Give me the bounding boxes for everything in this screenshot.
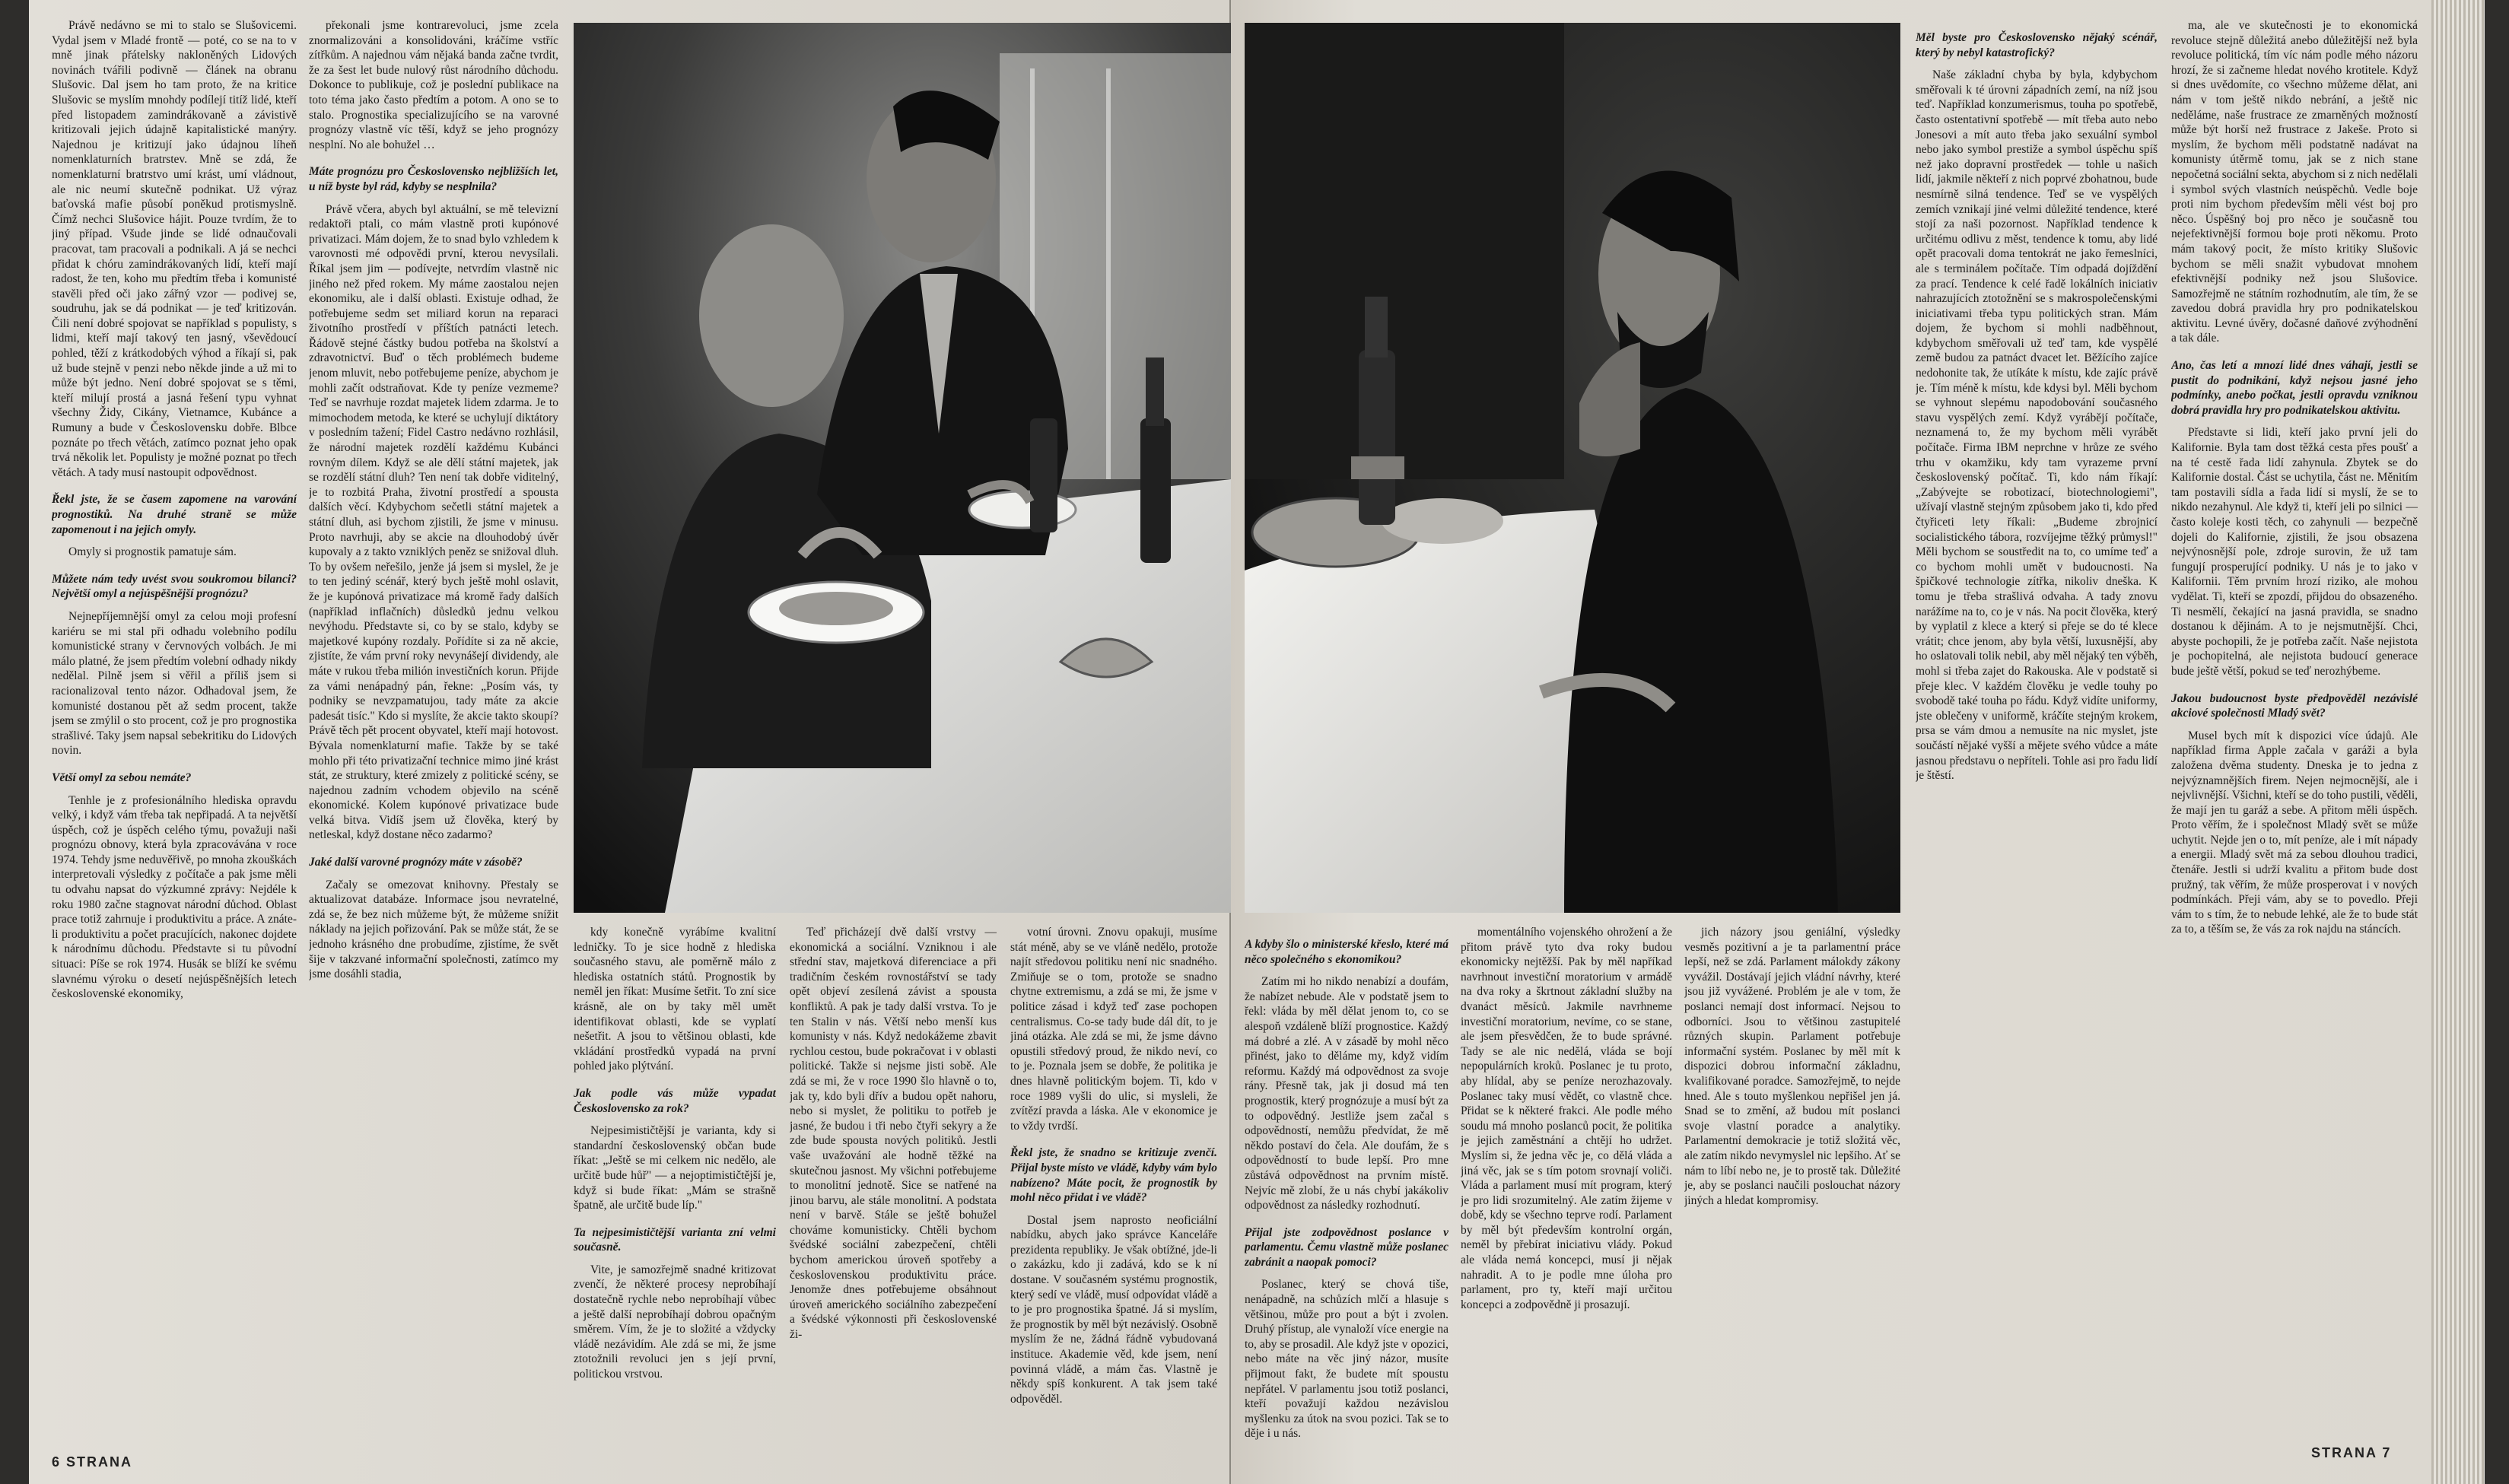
interview-question: Větší omyl za sebou nemáte? — [52, 771, 192, 784]
body-paragraph: momentálního vojenského ohrožení a že přitom právě tyto dva roky budou ekonomicky nejtěžší. Pak by měl napříkad navrhnout investiční moratorium v armádě na dva roky a škrtnout základní služby na dvanáct měsíců. Jakmile navrhneme investiční moratorium, nevíme, co se stane, ale jsem přesvědčen, že to bude správné. Tady se ale nic nedělá, vláda se bojí nepopulárních kroků. Poslanec je tu proto, aby hlídal, aby se peníze nerozhazovaly. Poslanec taky musí vědět, co vlastně chce. Přidat se k některé frakci. Ale podle mého soudu má mnoho poslanců pocit, že politika je jejich zaměstnání a chtějí ho udržet. Myslím si, že jedna věc je, co dělá vláda a jiná věc, jak se s tím potom srovnají voliči. Vláda a parlament musí mít program, který je pro lidi srozumitelný. Ale zatím žijeme v době, kdy se všechno teprve rodí. Parlament by měl být především kontrolní orgán, neměl by přebírat iniciativu vlády. Pokud ale vláda nemá koncepci, musí ji nějak nahradit. A to je podle mne úloha pro parlament, pro ty, kteří mají určitou koncepci a zodpovědně ji prosazují. — [1461, 926, 1672, 1311]
body-paragraph: Vite, je samozřejmě snadné kritizovat zvenčí, že některé procesy neprobíhají dostatečně rychle nebo neprobíhají vůbec a ještě další neprobíhají dobrou opačným směrem. Vím, že je to složité a vždycky vládě nezávidím. Ale zdá se mi, že jsme ztotožnili revoluci jen s její první, politickou vrstvou. — [574, 1263, 776, 1381]
magazine-spread — [29, 0, 2485, 1484]
interview-question: A kdyby šlo o ministerské křeslo, které má něco společného s ekonomikou? — [1245, 938, 1448, 966]
body-paragraph: jich názory jsou geniální, výsledky vesměs pozitivní a je ta parlamentní práce lepší, než se zdá. Parlament málokdy zákony vyvážil. Dostávají jejich vládní návrhy, které jsou již vyvážené. Problém je ale v tom, že poslanci nemají dost informací. Nejsou to odborníci. Jsou to většinou zastupitelé různých skupin. Parlament potřebuje informační systém. Poslanec by měl mít k dispozici dobrou informační základnu, kvalifikované poradce. Samozřejmě, to nejde hned. Ale s touto myšlenkou nepřišel jen já. Snad se to změní, až budou mít poslanci svoje vlastní poradce a analytiky. Parlamentní demokracie je totiž složitá věc, ale zatím nikdo nevymyslel nic lepšího. Ať se nám to líbí nebo ne, je to prostě tak. Důležité je, aby se poslanci naučili poslouchat názory jiných a hledat kompromisy. — [1684, 926, 1900, 1207]
interview-question: Přijal jste zodpovědnost poslance v parlamentu. Čemu vlastně může poslanec zabránit a naopak pomoci? — [1245, 1225, 1448, 1269]
text-column-1 — [52, 18, 297, 1448]
photo-two-men-dining-image — [574, 23, 1231, 913]
interview-question: Ano, čas letí a mnozí lidé dnes váhají, jestli se pustit do podnikání, když nejsou jasné jeho podmínky, anebo počkat, jestli opravdu vzniknou dobrá pravidla hry pro podnikatelskou aktivitu. — [2171, 359, 2418, 417]
text-column-5 — [1010, 925, 1217, 1457]
body-paragraph: Zatím mi ho nikdo nenabízí a doufám, že nabízet nebude. Ale v podstatě jsem to řekl: vláda by měl dělat jenom to, co se alespoň vzdáleně blíží prognostice. Každý má dobré a zlé. A v zásadě by mohl něco přinést, jako to děláme my, když vidím reformu. Každý má odpovědnost za svoje rány. Přesně tak, jak ji dosud má ten prognostik, který prognózuje a musí být za to odpovědný. Jestliže jsem začal s odpovědností, nemůžu předvídat, že mě někdo postaví do čela. Ale doufám, že s odpovědností to bude lepší. Pro mne zůstává odpovědnost na prvním místě. Nejvíc mě zlobí, že u nás chybí jakákoliv odpovědnost za následky rozhodnutí. — [1245, 975, 1448, 1212]
interview-question: Máte prognózu pro Československo nejbližších let, u níž byste byl rád, kdyby se nesplnila? — [309, 165, 558, 193]
page-folio-left: 6 STRANA — [52, 1454, 133, 1470]
photo-bearded-man-table — [1245, 23, 1900, 913]
photo-two-men-dining — [574, 23, 1231, 913]
text-column-7 — [1461, 925, 1672, 1457]
text-column-10 — [2171, 18, 2418, 1448]
body-paragraph: Poslanec, který se chová tiše, nenápadně, na schůzích mlčí a hlasuje s většinou, může pro pout a být i zvolen. Druhý přístup, ale vynaloží více energie na to, aby se prosadil. Ale když jste v opozici, nebo máte na věc jiný názor, musíte přijmout fakt, že budete mít spoustu nepřátel. V parlamentu jsou totiž poslanci, kteří považují každou nezávislou myšlenku za útok na svou pozici. Tak se to děje i u nás. — [1245, 1278, 1448, 1441]
page-left — [29, 0, 1231, 1484]
interview-question: Řekl jste, že se časem zapomene na varování prognostiků. Na druhé straně se může zapomenout i na jejich omyly. — [52, 493, 297, 536]
body-paragraph: překonali jsme kontrarevoluci, jsme zcela znormalizováni a konsolidováni, kráčíme vstříc zítřkům. A najednou vám nějaká banda začne tvrdit, že za šest let bude nulový růst národního důchodu. Dokonce to publikuje, což je poslední publikace na toto téma jako často předtím a potom. A ono se to stalo. Prognostika specializujícího se na varovné prognózy vlastně víc těší, když se jeho prognózy nesplní. No ale bohužel … — [309, 19, 558, 151]
interview-question: Řekl jste, že snadno se kritizuje zvenčí. Přijal byste místo ve vládě, kdyby vám bylo nabízeno? Máte pocit, že prognostik by mohl něco přidat i ve vládě? — [1010, 1146, 1217, 1205]
body-paragraph: Tenhle je z profesionálního hlediska opravdu velký, i když vám třeba tak nepřipadá. A ta největší úspěch, což je úspěch celého týmu, považuji naši prognózu obnovy, která byla zpracovávána v roce 1974. Tehdy jsme neduvěřivě, po mnoha zkouškách interpretovali výsledky z počítače a pak jsme měli tu odvahu napsat do výzkumné zprávy: Nejdéle k roku 1980 začne stagnovat národní důchod. Oblast prace totiž zahrnuje i produktivitu a práce. A znáte-li produktivitu a počet pracujících, nakonec dojdete k národnímu důchodu. Představte si tu původní situaci: Píše se rok 1974. Husák se blíží ke svému slavnému výroku o desetí nejúspěšnějších letech československé ekonomiky, — [52, 793, 297, 1001]
text-column-4 — [790, 925, 997, 1457]
body-paragraph: Teď přicházejí dvě další vrstvy — ekonomická a sociální. Vzniknou i ale střední stav, majetková diferenciace a při tradičním českém rovnostářství se tady opět objeví zesílená závist a spousta konfliktů. A pak je tady další vrstva. To je ten Stalin v nás. Větší nebo menší kus komunisty v nás. Když nedokážeme zbavit rychlou cestou, bude pokračovat i v oblasti politické. Takže si nejsme jisti sobě. Ale zdá se mi, že v roce 1990 šlo hlavně o to, jak ty, kdo byli dřív a budou opět nahoru, nebo si myslet, že politiku to potřeb je jasné, že budou i tři nebo čtyři sekyry a že zde bude spousta nových politiků. Jestli vaše uvažování ale hodně těžké na skutečnou jasnost. My všichni potřebujeme to monolitní jednotě. Sice se natřené na jinou barvu, ale stále monolitní. A podstata není v barvě. Stále se ještě bohužel chováme komunisticky. Chtěli bychom švédské sociální zabezpečení, chtěli bychom americkou úroveň spotřeby a československou produktivitu práce. Jenomže dnes potřebujeme obsáhnout úroveň amerického sociálního zabezpečení a švédské výkonnosti při československé ži- — [790, 926, 997, 1342]
page-stack-edge — [2431, 0, 2485, 1484]
photo-bearded-man-table-image — [1245, 23, 1900, 913]
body-paragraph: Právě nedávno se mi to stalo se Slušovicemi. Vydal jsem v Mladé frontě — poté, co se na to v mně jinak přátelsky nakloněných Lidových novinách tvářili podivně — článek na obranu Slušovic. Dal jsem ho tam proto, že na kritice Slušovic se myslím mnohdy podílejí titíž lidé, kteří před listopadem zamindrákovaně a závistivě kritizovali jejich údajně kapitalistické manýry. Najednou je kritizují jako údajnou líheň nomenklaturních bratrstev. Mně se zdá, že nomenklaturní bratrstvo umí krást, umí vládnout, ale nic neumí skutečně podnikat. Už výraz baťovská mafie působí poněkud protismyslně. Čímž nechci Slušovice hájit. Pouze tvrdím, že to jiný případ. Všude jinde se lidé odnaučovali pracovat, tam pracovali a podnikali. A já se nechci přidat k chóru zamindrákovaných lidí, kteří mají radost, že ten, koho mu předtím třeba i komunisté stavěli před oči jako zářný vzor — podivej se, soudruhu, jak se dá podnikat — je teď kritizován. Čili není dobré spojovat se například s populisty, s lidmi, kteří mají takový ten jasný, vševědoucí pohled, těží z krátkodobých výhod a říkají si, pak už bude stejně v penzi nebo někde jinde a už mi to může být jedno. Není dobré spojovat se s těmi, kteří milují prostá a jasná řešení typu vyhnat všechny Židy, Cikány, Vietnamce, Kubánce a Rumuny a bude v Československu dobře. Blbce poznáte po třech větách, zatímco poznat jeho opak trvá několik let. Populisty je možné poznat po třech větách. A tady musí nastoupit odpovědnost. — [52, 19, 297, 479]
body-paragraph: Omyly si prognostik pamatuje sám. — [68, 545, 237, 559]
interview-question: Ta nejpesimističtější varianta zní velmi současně. — [574, 1225, 776, 1254]
body-paragraph: Naše základní chyba by byla, kdybychom směřovali k té úrovni západních zemí, na níž jsou teď. Například konzumerismus, touha po spotřebě, často ostentativní spotřebě — mít třeba auto nebo Jonesovi a mít auto třeba jako sexuální symbol nebo jako symbol prestiže a symbol úspěchu spíš než jako dopravní prostředek — tohle u našich lidí, jakmile někteří z nich poprvé zbohatnou, bude nesmírně silná tendence. Teď se ve vyspělých zemích vznikají jiné velmi důležité tendence, které stojí za naši pozornost. Například tendence k určitému odlivu z měst, tendence k tomu, aby lidé opět pracovali doma tentokrát ne jako řemeslníci, ale s terminálem počítače. Tím odpadá dojíždění za prací. Tendence k celé řadě lokálních iniciativ nahrazujících ztotožnění se s makrospolečenskými iniciativami třeba typu politických stran. Mám dojem, že bychom si mohli nadběhnout, kdybychom směřovali už teď tam, kde vyspělé země budou za patnáct dvacet let. Běžícího zajíce nedohonite tak, že utíkáte k místu, kde zajíc právě je. Tím méně k místu, kde kdysi byl. Měli bychom se vyhnout slepému napodobování současného stavu vyspělých zemí. Když vyrábějí počítače, neznamená to, že my bychom měli vyrábět počítače. Firma IBM neprchne v hrůze ze svého trhu v okamžiku, kdy tam vyrazeme první československý počítač. Ti, kdo nám říkají: „Zabývejte se robotizací, biotechnologiemi", užívají vlastně stejným způsobem jako ti, kdo před čtyřiceti lety říkali: „Budeme zbrojnicí socialistického tábora, rozvíjejme těžký průmysl!" Měli bychom se soustředit na to, co umíme teď a co bychom mohli umět v budoucnosti. Na špičkové technologie zítřka, nikoliv dneška. K tomu je třeba strašlivá odvaha. A tady znovu narážíme na to, co je v nás. Na pocit člověka, který by vyplatil z klece a který si přeje se do té klece vrátit; chce jenom, aby byla větší, luxusnější, aby ho oslatovali tolik nebil, aby měl nějaký ten výběh, mohl si třeba zajet do Rakouska. Ale v podstatě si přeje klec. V každém člověku je vedle touhy po svobodě také touha po řádu. Když vidíte uniformy, jste oblečeny v uniformě, kráčíte stejným krokem, prsa se vám dmou a nemusíte na nic myslet, jste součástí nějaké vyšší a mějete svého vůdce a máte jasnou představu o nepříteli. Tohle asi pro řadu lidí je štěstí. — [1916, 68, 2158, 783]
page-right — [1231, 0, 2485, 1484]
text-column-2 — [309, 18, 558, 1448]
body-paragraph: votní úrovni. Znovu opakuji, musíme stát méně, aby se ve vláně nedělo, protože najít středovou politiku není nic snadného. Zmiňuje se o tom, protože se snadno chytne extremismu, a zdá se mi, že jsme v politice zásad i když teď zase pochopen centralismus. Co-se tady bude dál dít, to je jiná otázka. Ale zdá se mi, že jsme dávno opustili středový proud, že nikdo neví, co to je. Poznala jsem se dobře, že politika je dnes hlavně politickým bojem. Ti, kdo v roce 1989 vyšli do ulic, si mysleli, že zvítězí pravda a láska. Ale v ekonomice je to vždy tvrdší. — [1010, 926, 1217, 1133]
body-paragraph: Nejpesimističtější je varianta, kdy si standardní československý občan bude říkat: „Ještě se mi celkem nic nedělo, ale určitě bude hůř" — a nejoptimističtější je, když si bude říkat: „Mám se strašně špatně, ale určitě bude líp." — [574, 1124, 776, 1212]
interview-question: Můžete nám tedy uvést svou soukromou bilanci? Největší omyl a nejúspěšnější prognózu? — [52, 572, 297, 601]
text-column-3 — [574, 925, 776, 1457]
interview-question: Jak podle vás může vypadat Československo za rok? — [574, 1086, 776, 1115]
body-paragraph: Dostal jsem naprosto neoficiální nabídku, abych jako správce Kanceláře prezidenta republiky. Je však obtížné, jde-li o zakázku, kdo ji zadává, kdo se k ní dostane. V současném systému prognostik, který sedí ve vládě, musí odpovídat vládě a to je pro prognostika špatné. Já si myslím, že prognostik by měl být nezávislý. Osobně myslím že ne, žádná řádně vybudovaná instituce. Akademie věd, kde jsem, není povinná vládě, a mám čas. Vlastně je někdy spíš konkurent. A tak jsem také odpověděl. — [1010, 1213, 1217, 1406]
interview-question: Jaké další varovné prognózy máte v zásobě? — [309, 856, 523, 869]
body-paragraph: Představte si lidi, kteří jako první jeli do Kalifornie. Byla tam dost těžká cesta přes poušť a na té cestě řada lidí zahynula. Zbytek se do Kalifornie dostal. Část se uchytila, část ne. Měnitím tam postavili sídla a řada lidí si myslí, že se to nikdo nezahynul. Ale když ti, kteří jeli po silnici — často koleje kosti těch, co zahynuli — bezpečně dojeli do Kalifornie, zjistili, že jsou obsazena nejvýnosnější pole, zdroje surovin, že už tam fungují prosperující podniky. U nás je to jako v Kalifornii. Těm prvním hrozí riziko, ale mohou vydělat. Ti, kteří se zpozdí, přijdou do obsazeného. Ti nesmělí, čekající na jasná pravidla, se snadno dostanou k dějinám. A to je nejsmutnější. Chci, abyste pochopili, že je potřeba začít. Naše nejistota je pochopitelná, ale nejistota budoucí generace bude ještě větší, pokud se teď nerozhýbeme. — [2171, 426, 2418, 678]
body-paragraph: Musel bych mít k dispozici více údajů. Ale například firma Apple začala v garáži a byla založena dvěma studenty. Dneska je to jedna z nejvýznamnějších firem. Nejen nejmocnější, ale i nejvlivnější. Všichni, kteří se do toho pustili, věděli, že mají jen tu garáž a sebe. A přitom měli úspěch. Proto věřím, že i společnost Mladý svět se může uchytit. Nejde jen o to, mít peníze, ale i mít nápady a energii. Mladý svět má za sebou dlouhou tradici, čtenáře. Jestli si udrží kvalitu a přitom bude dost pružný, tak věřím, že může prosperovat i v nových podmínkách. Přeji vám, aby se to povedlo. Přeji vám to s tím, že to nebude lehké, ale že to bude stát za to, a těším se, že vás za rok najdu na stáncích. — [2171, 729, 2418, 936]
body-paragraph: Nejnepříjemnější omyl za celou moji profesní kariéru se mi stal při odhadu volebního podílu komunistické strany v červnových volbách. Je mi málo platné, že jsem předtím volební odhady nikdy nedělal. Pilně jsem si věřil a příliš jsem si racionalizoval tento názor. Odhadoval jsem, že komunisté dostanou pět až sedm procent, takže jsem se zmýlil o sto procent, což je pro prognostika strašlivé. Taky jsem napsal sebekritiku do Lidových novin. — [52, 609, 297, 758]
text-column-9 — [1916, 18, 2158, 1448]
page-folio-right: STRANA 7 — [2311, 1445, 2392, 1460]
body-paragraph: kdy konečně vyrábíme kvalitní ledničky. To je sice hodně z hlediska současného stavu, ale poměrně málo z hlediska ostatních států. Prognostik by neměl jen říkat: Musíme šetřit. To zní sice krásně, ale on by taky měl umět identifikovat oblasti, kde se vyplatí nešetřit. A jsou to většinou oblasti, kde vkládání prostředků vypadá na první pohled jako plýtvání. — [574, 926, 776, 1073]
body-paragraph: Právě včera, abych byl aktuální, se mě televizní redaktoři ptali, co mám vlastně proti kupónové privatizaci. Mám dojem, že to snad bylo vzhledem k varovnosti mé odpovědi první, kterou nevysílali. Říkal jsem jim — podívejte, netvrdím vlastně nic jiného než před rokem. My máme zaostalou nejen ekonomiku, ale i další oblasti. Existuje odhad, že potřebujeme sedm set miliard korun na reparaci životního prostředí v příštích patnácti letech. Řádově stejné částky budou potřeba na školství a zdravotnictví. Buď o těch problémech budeme jenom mluvit, nebo potřebujeme peníze, abychom je mohli začít odstraňovat. Kde ty peníze vezmeme? Teď se navrhuje rozdat majetek lidem zdarma. Je to mimochodem metoda, ke které se uchylují diktátory v posledním tažení; Fidel Castro nedávno rozhlásil, že národní majetek rozdělí každému Kubánci rovným dílem. Když se ale dělí státní majetek, jak se rozdělí státní dluh? Ten není tak dobře viditelný, je to rozbitá Praha, životní prostředí a spousta dalších věcí. Kdybychom sečetli státní majetek a státní dluh, asi bychom zjistili, že jsme v minusu. Proto navrhuji, aby se akcie na dlouhodobý úvěr kupovaly a z takto vzniklých peněz se snižoval dluh. To by ovšem neřešilo, jenže já jsem si myslel, že je to ten jediný scénář, který bych ještě mohl oslavit, že je kupónová privatizace má kromě řady dalších (například inflačních) důsledků jednu velkou nevýhodu. Představte si, co by se stalo, kdyby se majetkové kupóny rozdaly. Pořídíte si za ně akcie, zjistíte, že vám první roky nevynášejí dividendy, ale máte v rukou třeba milión investičních korun. Přijde za vámi nenápadný pán, řekne: „Posím vás, ty podniky se nevzpamatujou, tady máte za akcie padesát tisíc." Kdo si myslíte, že akcie takto skoupí? Právě těch pět procent obyvatel, kteří mají hotovost. Bývala nomenklaturní mafie. Takže by se také mohlo při této privatizační technice mimo jiné krást stát, ze struktury, které zmizely z politické scény, se najednou zadním vchodem objevilo na scéně ekonomické. Kolem kupónové privatizace bude velká bitva. Vidíš jsem už člověka, který by netleskal, když dostane něco zadarmo? — [309, 202, 558, 842]
text-column-8 — [1684, 925, 1900, 1457]
body-paragraph: Začaly se omezovat knihovny. Přestaly se aktualizovat databáze. Informace jsou nevratelné, zdá se, že bez nich můžeme být, že můžeme snížit náklady na jejich pořizování. Pak se může stát, že se jednoho krásného dne probudíme, zjistíme, že svět šije v takzvané informační společnosti, zatímco my jsme dosáhli stadia, — [309, 878, 558, 981]
text-column-6 — [1245, 925, 1448, 1457]
interview-question: Měl byste pro Československo nějaký scénář, který by nebyl katastrofický? — [1916, 31, 2158, 59]
body-paragraph: ma, ale ve skutečnosti je to ekonomická revoluce stejně důležitá anebo důležitější než byla revoluce politická, tím víc nám podle mého názoru hrozí, že si začneme hledat nového krotitele. Když si dnes uvědomíte, co všechno můžeme dělat, ani nám v tom ještě nikdo nebrání, a ještě nic neděláme, naše frustrace ze zmarněných možností může být horší než frustrace z Jakeše. Proto si myslím, že bychom měli podstatně nadávat na komunisty útěrmě tomu, jak se z nich stane nepočetná sociální sekta, abychom si z nich nedělali i symbol svých vlastních neúspěchů. Vedle boje proti nim bychom především měli vést boj pro něco. Úspěšný boj pro něco je současně tou nejefektivnější formou boje proti někomu. Proto mám takový pocit, že místo kritiky Slušovic bychom se měli snažit vybudovat mnohem efektivnější podniky než jsou Slušovice. Samozřejmě ne státním rozhodnutím, ale tím, že se zavedou dobrá pravidla hry pro podnikatelskou aktivitu. Levné úvěry, dočasné daňové zvýhodnění a tak dále. — [2171, 19, 2418, 345]
interview-question: Jakou budoucnost byste předpověděl nezávislé akciové společnosti Mladý svět? — [2171, 691, 2418, 720]
